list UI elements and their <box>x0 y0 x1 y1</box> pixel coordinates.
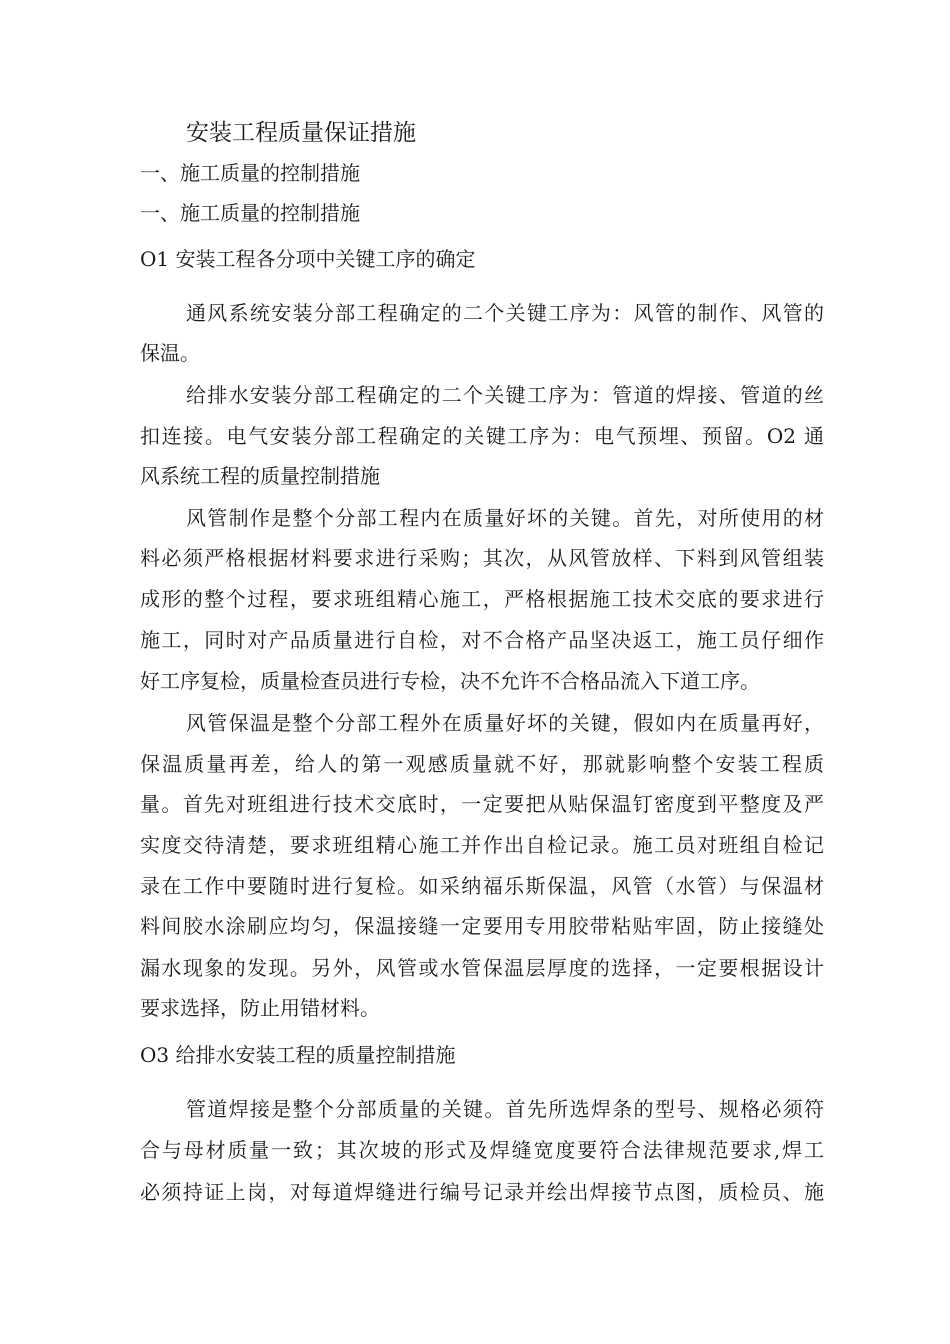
paragraph-line: 成形的整个过程，要求班组精心施工，严格根据施工技术交底的要求进行 <box>140 587 824 611</box>
paragraph-line: 合与母材质量一致；其次坡的形式及焊缝宽度要符合法律规范要求,焊工 <box>140 1138 824 1162</box>
paragraph-line: 保温。 <box>140 341 200 365</box>
paragraph-line: 录在工作中要随时进行复检。如采纳福乐斯保温，风管（水管）与保温材 <box>140 874 824 898</box>
paragraph-line: 通风系统安装分部工程确定的二个关键工序为：风管的制作、风管的 <box>186 301 824 325</box>
section-heading: 一、施工质量的控制措施 <box>140 161 360 185</box>
paragraph-line: 好工序复检，质量检查员进行专检，决不允许不合格品流入下道工序。 <box>140 669 760 693</box>
paragraph-line: 风系统工程的质量控制措施 <box>140 464 380 488</box>
paragraph-line: 要求选择，防止用错材料。 <box>140 996 380 1020</box>
document-title: 安装工程质量保证措施 <box>186 120 416 146</box>
paragraph-line: 保温质量再差，给人的第一观感质量就不好，那就影响整个安装工程质 <box>140 752 824 776</box>
paragraph-line: 实度交待清楚，要求班组精心施工并作出自检记录。施工员对班组自检记 <box>140 833 824 857</box>
paragraph-line: 料必须严格根据材料要求进行采购；其次，从风管放样、下料到风管组装 <box>140 546 824 570</box>
section-heading-repeat: 一、施工质量的控制措施 <box>140 201 360 225</box>
paragraph-line: 量。首先对班组进行技术交底时，一定要把从贴保温钉密度到平整度及严 <box>140 792 824 816</box>
paragraph-line: 必须持证上岗，对每道焊缝进行编号记录并绘出焊接节点图，质检员、施 <box>140 1180 824 1204</box>
paragraph-line: 漏水现象的发现。另外，风管或水管保温层厚度的选择，一定要根据设计 <box>140 956 824 980</box>
paragraph-line: 管道焊接是整个分部质量的关键。首先所选焊条的型号、规格必须符 <box>186 1097 824 1121</box>
paragraph-line: 施工，同时对产品质量进行自检，对不合格产品坚决返工，施工员仔细作 <box>140 628 824 652</box>
paragraph-line: 扣连接。电气安装分部工程确定的关键工序为：电气预埋、预留。O2 通 <box>140 424 824 448</box>
paragraph-line: 风管制作是整个分部工程内在质量好坏的关键。首先，对所使用的材 <box>186 506 824 530</box>
paragraph-line: 风管保温是整个分部工程外在质量好坏的关键，假如内在质量再好， <box>186 711 824 735</box>
subsection-heading-03: O3 给排水安装工程的质量控制措施 <box>140 1043 456 1067</box>
subsection-heading-01: O1 安装工程各分项中关键工序的确定 <box>140 247 476 271</box>
paragraph-line: 料间胶水涂刷应均匀，保温接缝一定要用专用胶带粘贴牢固，防止接缝处 <box>140 914 824 938</box>
paragraph-line: 给排水安装分部工程确定的二个关键工序为：管道的焊接、管道的丝 <box>186 383 824 407</box>
